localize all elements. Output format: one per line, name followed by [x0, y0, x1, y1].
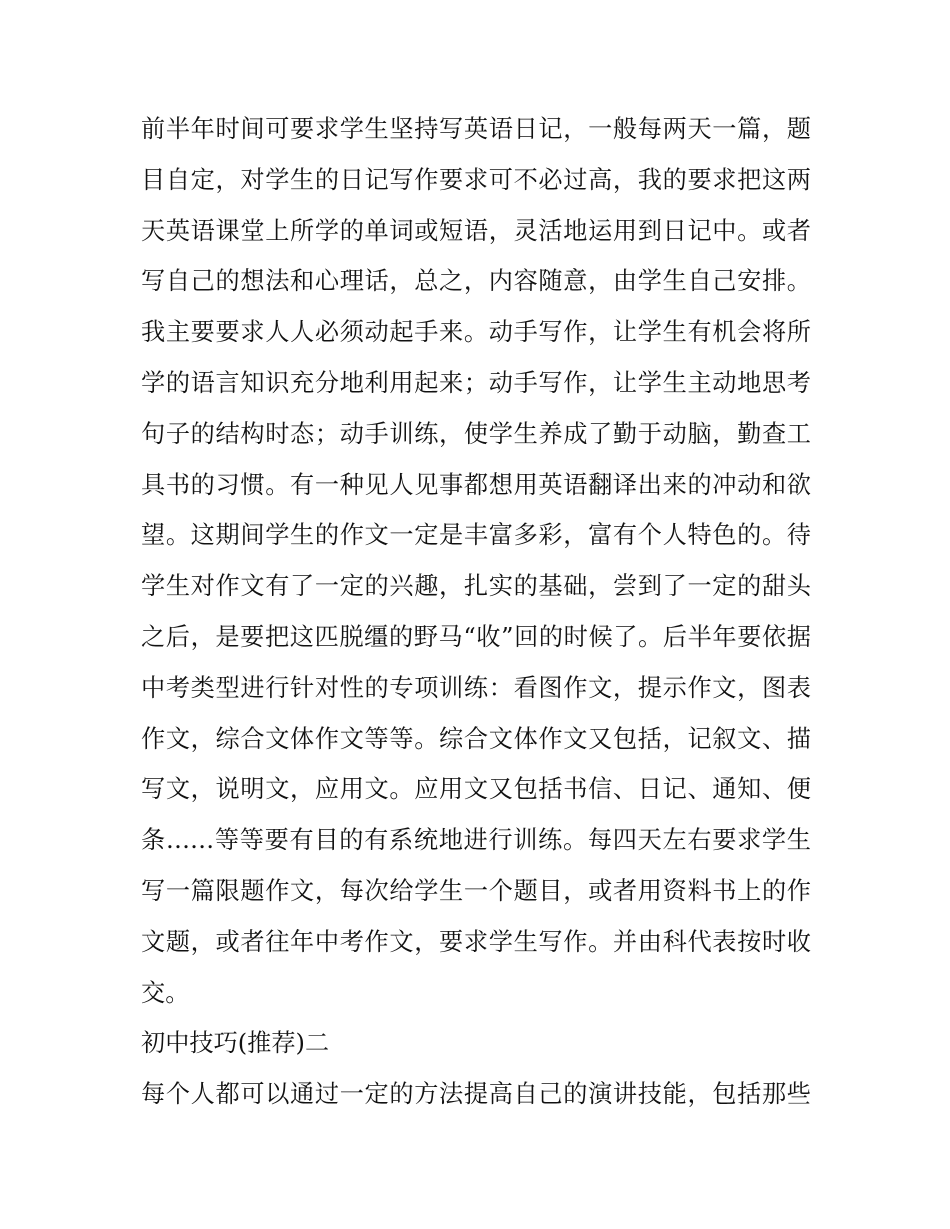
paragraph-line: 写自己的想法和心理话，总之，内容随意，由学生自己安排。: [141, 267, 811, 296]
paragraph-line: 文题，或者往年中考作文，要求学生写作。并由科代表按时收: [141, 927, 811, 956]
paragraph-line: 天英语课堂上所学的单词或短语，灵活地运用到日记中。或者: [141, 216, 811, 245]
paragraph-line: 句子的结构时态；动手训练，使学生养成了勤于动脑，勤查工: [141, 419, 811, 448]
paragraph-line: 每个人都可以通过一定的方法提高自己的演讲技能，包括那些: [141, 1080, 811, 1109]
paragraph-line: 写文，说明文，应用文。应用文又包括书信、日记、通知、便: [141, 775, 811, 804]
section-heading: 初中技巧(推荐)二: [141, 1029, 330, 1058]
paragraph-line: 学生对作文有了一定的兴趣，扎实的基础，尝到了一定的甜头: [141, 572, 811, 601]
paragraph-line: 条……等等要有目的有系统地进行训练。每四天左右要求学生: [141, 826, 811, 855]
paragraph-line: 中考类型进行针对性的专项训练：看图作文，提示作文，图表: [141, 673, 811, 702]
paragraph-line: 望。这期间学生的作文一定是丰富多彩，富有个人特色的。待: [141, 521, 811, 550]
document-body: [141, 104, 811, 1120]
paragraph-line: 前半年时间可要求学生坚持写英语日记，一般每两天一篇，题: [141, 115, 811, 143]
paragraph-line: 作文，综合文体作文等等。综合文体作文又包括，记叙文、描: [141, 724, 811, 753]
paragraph-line: 学的语言知识充分地利用起来；动手写作，让学生主动地思考: [141, 368, 811, 397]
paragraph-line: 具书的习惯。有一种见人见事都想用英语翻译出来的冲动和欲: [141, 470, 811, 499]
paragraph-line-last: 交。: [141, 978, 190, 1007]
paragraph-line: 目自定，对学生的日记写作要求可不必过高，我的要求把这两: [141, 165, 811, 194]
paragraph-line: 我主要要求人人必须动起手来。动手写作，让学生有机会将所: [141, 318, 811, 347]
paragraph-line: 写一篇限题作文，每次给学生一个题目，或者用资料书上的作: [141, 876, 811, 905]
paragraph-line: 之后，是要把这匹脱缰的野马“收”回的时候了。后半年要依据: [141, 622, 811, 651]
